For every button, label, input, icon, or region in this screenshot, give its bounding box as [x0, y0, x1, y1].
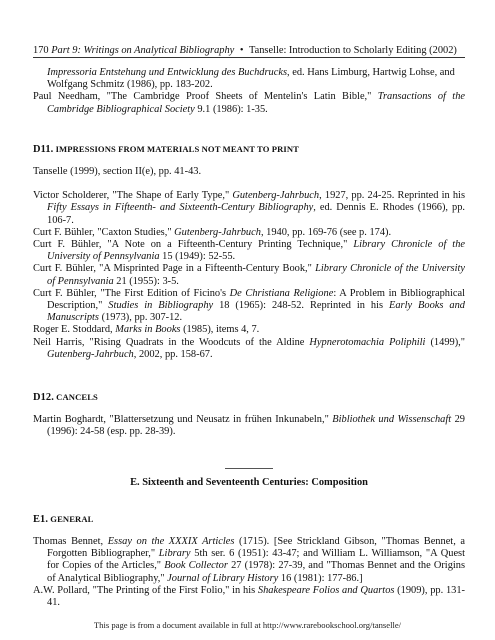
- bib-entry-boghardt: Martin Boghardt, "Blattersetzung und Neusatz in frühen Inkunabeln," Bibliothek und Wissenschaft 29 (1996): 24-58 (esp. pp. 28-39).: [33, 414, 465, 438]
- bib-entry-tanselle: Tanselle (1999), section II(e), pp. 41-43.: [33, 166, 202, 178]
- page-footer: This page is from a document available in full at http://www.rarebookschool.org/tanselle/: [93, 620, 402, 630]
- section-heading-d12: D12. CANCELS: [33, 392, 98, 404]
- document-page: [33, 0, 465, 640]
- section-heading-d11: D11. IMPRESSIONS FROM MATERIALS NOT MEANT TO PRINT: [33, 143, 299, 155]
- bib-entry-continuation: Impressoria Entstehung und Entwicklung des Buchdrucks, ed. Hans Limburg, Hartwig Lohse, and Wolfgang Schmitz (1986), pp. 183-202.: [47, 67, 455, 91]
- header-bullet: •: [239, 45, 244, 56]
- header-title: Tanselle: Introduction to Scholarly Editing (2002): [248, 45, 457, 56]
- bib-entry-buhler-misprinted: Curt F. Bühler, "A Misprinted Page in a Fifteenth-Century Book," Library Chronicle of the University of Pennsylvania 21 (1955): 3-5.: [33, 263, 465, 287]
- bib-entry-buhler-caxton: Curt F. Bühler, "Caxton Studies," Gutenberg-Jahrbuch, 1940, pp. 169-76 (see p. 174).: [33, 226, 392, 238]
- section-heading-e1: E1. GENERAL: [33, 513, 94, 525]
- page-number: 170: [33, 45, 49, 56]
- bib-entry-scholderer: Victor Scholderer, "The Shape of Early Type," Gutenberg-Jahrbuch, 1927, pp. 24-25. Reprinted in his Fifty Essays in Fifteenth- and Sixteenth-Century Bibliography, ed. Dennis E. Rhodes (1966), pp. 106-7.: [33, 190, 465, 226]
- running-header: [33, 45, 465, 58]
- bib-entry-harris: Neil Harris, "Rising Quadrats in the Woodcuts of the Aldine Hypnerotomachia Poliphili (1499)," Gutenberg-Jahrbuch, 2002, pp. 158-67.: [33, 336, 466, 360]
- page-content: [33, 67, 465, 609]
- bib-entry-stoddard: Roger E. Stoddard, Marks in Books (1985), items 4, 7.: [33, 324, 260, 336]
- section-heading-e: E. Sixteenth and Seventeenth Centuries: Composition: [130, 476, 368, 488]
- bib-entry-pollard: A.W. Pollard, "The Printing of the First Folio," in his Shakespeare Folios and Quartos (1909), pp. 131-41.: [33, 584, 465, 609]
- bib-entry-needham: Paul Needham, "The Cambridge Proof Sheets of Mentelin's Latin Bible," Transactions of the Cambridge Bibliographical Society 9.1 (1986): 1-35.: [33, 91, 466, 115]
- bib-entry-buhler-note: Curt F. Bühler, "A Note on a Fifteenth-Century Printing Technique," Library Chronicle of the University of Pennsylvania 15 (1949): 52-55.: [33, 239, 465, 263]
- bib-entry-buhler-ficino: Curt F. Bühler, "The First Edition of Ficino's De Christiana Religione: A Problem in Bibliographical Description," Studies in Bibliography 18 (1965): 248-52. Reprinted in his Early Books and Manuscripts (1973), pp. 307-12.: [33, 287, 465, 324]
- part-title: Part 9: Writings on Analytical Bibliography: [51, 45, 235, 56]
- bib-entry-bennet: Thomas Bennet, Essay on the XXXIX Articles (1715). [See Strickland Gibson, "Thomas Bennet, a Forgotten Bibliographer," Library 5th ser. 6 (1951): 43-47; and William L. Williamson, "A Quest for Copies of the Articles," Book Collector 27 (1978): 27-39, and "Thomas Bennet and the Origins of Analytical Bibliography," Journal of Library History 16 (1981): 177-86.]: [33, 536, 466, 584]
